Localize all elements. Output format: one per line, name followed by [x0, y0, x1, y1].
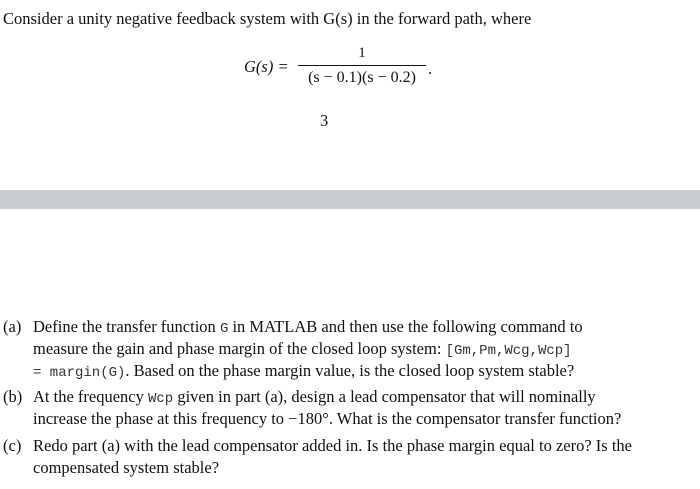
intro-text: Consider a unity negative feedback system with G(s) in the forward path, where: [3, 9, 532, 28]
question-c-line-1: Redo part (a) with the lead compensator added in. Is the phase margin equal to zero? Is the: [33, 436, 632, 455]
question-b-label: (b): [3, 387, 23, 406]
question-a-label: (a): [3, 317, 22, 336]
code-Wcp: Wcp: [148, 391, 174, 407]
code-margin-outputs: [Gm,Pm,Wcg,Wcp]: [445, 343, 572, 359]
code-margin-call: = margin(G): [33, 365, 126, 381]
equation-fraction: [298, 44, 426, 88]
equation-number: 3: [320, 111, 329, 130]
question-a-line-3: = margin(G). Based on the phase margin value, is the closed loop system stable?: [33, 361, 575, 381]
question-c-label: (c): [3, 436, 22, 455]
code-G: G: [219, 321, 229, 337]
fraction-bar: [298, 65, 426, 66]
question-a-line-2: measure the gain and phase margin of the closed loop system: [Gm,Pm,Wcg,Wcp]: [33, 339, 572, 359]
question-a-line-1: Define the transfer function G in MATLAB and then use the following command to: [33, 317, 583, 337]
equation-trailing: .: [428, 59, 433, 78]
equation-numerator: 1: [358, 45, 366, 61]
question-c-line-2: compensated system stable?: [33, 458, 220, 477]
question-b-line-2: increase the phase at this frequency to −180°. What is the compensator transfer function?: [33, 409, 622, 428]
question-b-line-1: At the frequency Wcp given in part (a), design a lead compensator that will nominally: [33, 387, 596, 407]
equation-lhs: G(s) =: [244, 57, 289, 76]
gray-separator-band: [0, 190, 700, 209]
equation-denominator: (s − 0.1)(s − 0.2): [308, 69, 416, 86]
